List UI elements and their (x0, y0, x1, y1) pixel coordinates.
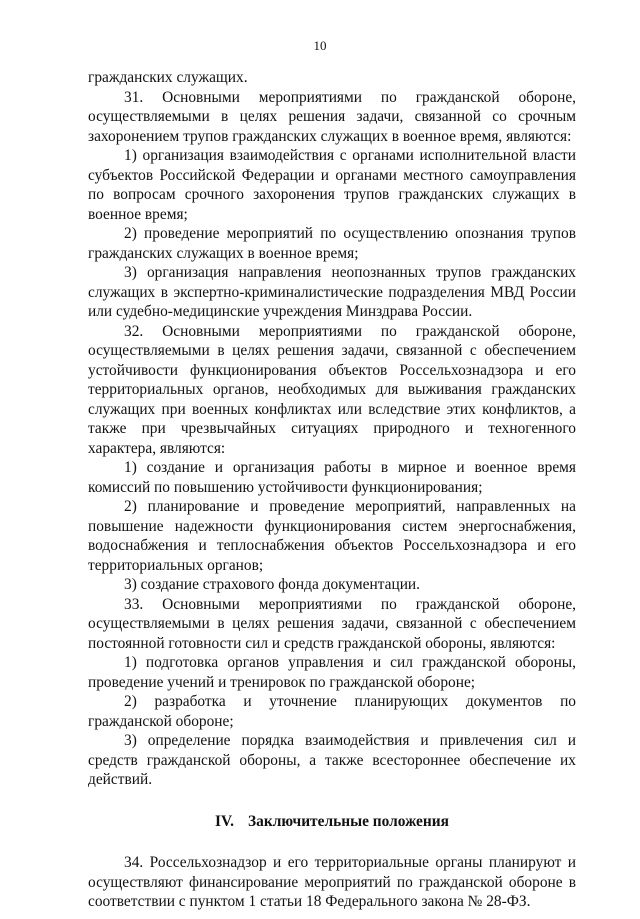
paragraph-32: 32. Основными мероприятиями по гражданской обороне, осуществляемыми в целях решения задачи, связанной с обеспечением устойчивости функционирования объектов Россельхознадзора и его территориальных органов, необходимых для выживания гражданских служащих при военных конфликтах или вследствие этих конфликтов, а также при чрезвычайных ситуациях природного и техногенного характера, являются: (88, 322, 576, 457)
list-item: 1) подготовка органов управления и сил гражданской обороны, проведение учений и тренировок по гражданской обороне; (88, 654, 576, 691)
page-number: 10 (313, 38, 327, 53)
list-item: 2) планирование и проведение мероприятий, направленных на повышение надежности функционирования систем энергоснабжения, водоснабжения и теплоснабжения объектов Россельхознадзора и его территориальных органов; (88, 498, 576, 574)
list-item: 1) организация взаимодействия с органами исполнительной власти субъектов Российской Федерации и органами местного самоуправления по вопросам срочного захоронения трупов гражданских служащих в военное время; (88, 147, 576, 223)
list-item: 2) проведение мероприятий по осуществлению опознания трупов гражданских служащих в военное время; (88, 225, 576, 262)
paragraph-31: 31. Основными мероприятиями по гражданской обороне, осуществляемыми в целях решения задачи, связанной со срочным захоронением трупов гражданских служащих в военное время, являются: (88, 88, 576, 145)
document-body (88, 68, 576, 912)
paragraph-continuation: гражданских служащих. (88, 69, 248, 86)
section-heading (88, 812, 576, 832)
paragraph-34: 34. Россельхознадзор и его территориальные органы планируют и осуществляют финансирование мероприятий по гражданской обороне в соответствии с пунктом 1 статьи 18 Федерального закона № 28-ФЗ. (88, 854, 576, 910)
section-title: Заключительные положения (248, 812, 449, 830)
list-item: 1) создание и организация работы в мирное и военное время комиссий по повышению устойчивости функционирования; (88, 459, 576, 496)
paragraph-33: 33. Основными мероприятиями по гражданской обороне, осуществляемыми в целях решения задачи, связанной с обеспечением постоянной готовности сил и средств гражданской обороны, являются: (88, 595, 576, 652)
section-number: IV. (215, 812, 235, 830)
list-item: 3) создание страхового фонда документации. (124, 576, 421, 593)
list-item: 3) определение порядка взаимодействия и привлечения сил и средств гражданской обороны, а также всестороннее обеспечение их действий. (88, 732, 576, 788)
list-item: 2) разработка и уточнение планирующих документов по гражданской обороне; (88, 693, 576, 730)
list-item: 3) организация направления неопознанных трупов гражданских служащих в экспертно-криминалистические подразделения МВД России или судебно-медицинские учреждения Минздрава России. (88, 264, 576, 320)
